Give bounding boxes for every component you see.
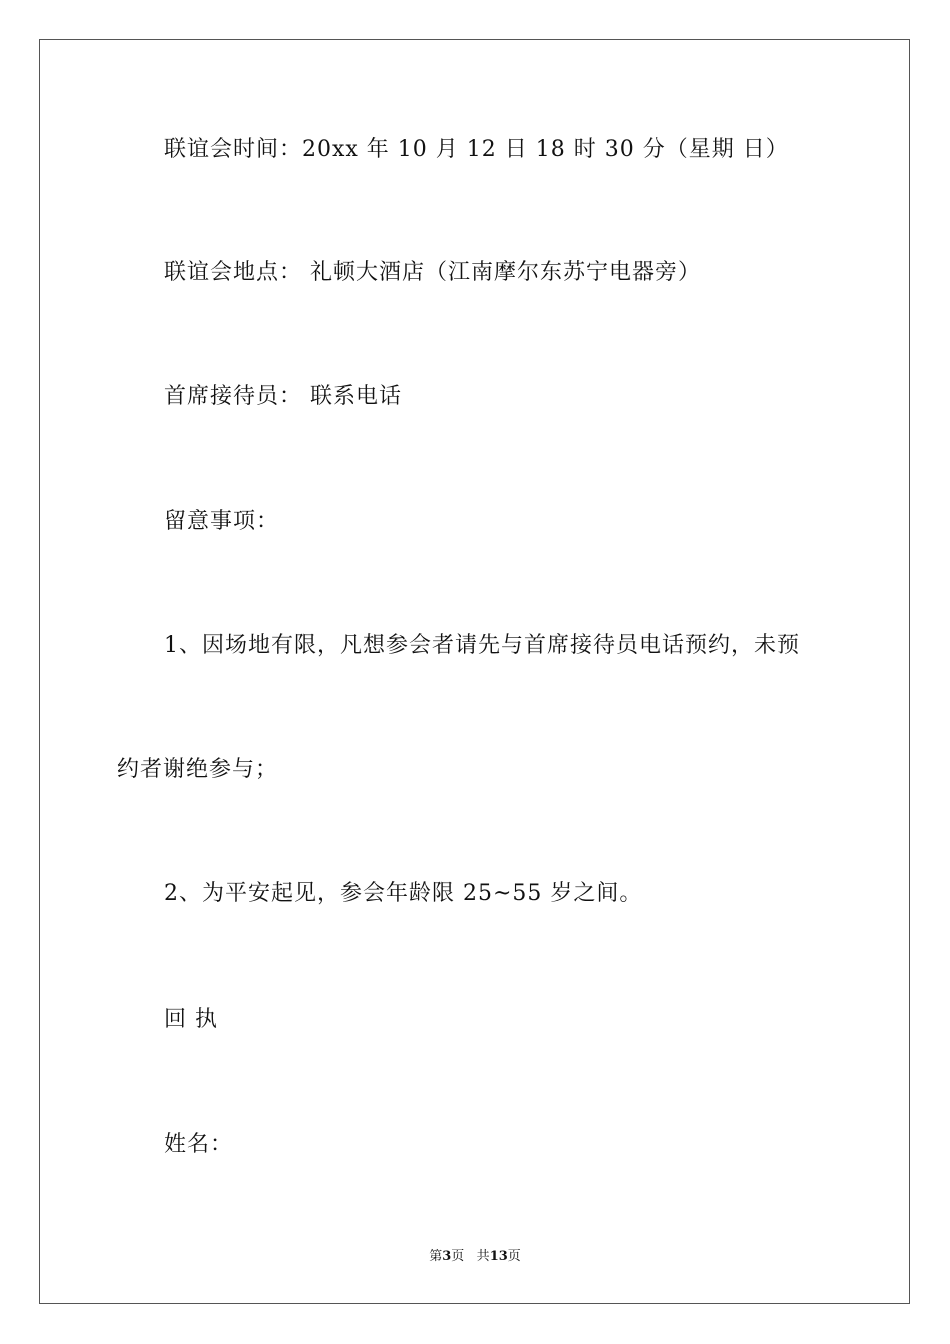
note-item-1: 1、因场地有限，凡想参会者请先与首席接待员电话预约，未预 xyxy=(164,633,800,658)
footer-page-suffix: 页 xyxy=(451,1249,465,1264)
page-footer xyxy=(0,1248,950,1266)
meeting-location-line: 联谊会地点： 礼顿大酒店（江南摩尔东苏宁电器旁） xyxy=(164,260,701,285)
footer-total-suffix: 页 xyxy=(507,1249,521,1264)
receipt-heading: 回 执 xyxy=(164,1007,218,1032)
page-border xyxy=(39,39,910,1304)
note-item-1-continued: 约者谢绝参与； xyxy=(117,757,279,782)
name-field-label: 姓名： xyxy=(164,1132,234,1157)
footer-page-number: 3 xyxy=(442,1249,452,1264)
footer-total-prefix: 共 xyxy=(476,1249,490,1264)
notes-heading: 留意事项： xyxy=(164,509,280,534)
chief-receptionist-line: 首席接待员： 联系电话 xyxy=(164,384,402,409)
footer-total-pages: 13 xyxy=(489,1249,508,1264)
note-item-2: 2、为平安起见，参会年龄限 25~55 岁之间。 xyxy=(164,881,643,906)
meeting-time-line: 联谊会时间：20xx 年 10 月 12 日 18 时 30 分（星期 日） xyxy=(164,137,789,162)
footer-page-prefix: 第 xyxy=(429,1249,443,1264)
